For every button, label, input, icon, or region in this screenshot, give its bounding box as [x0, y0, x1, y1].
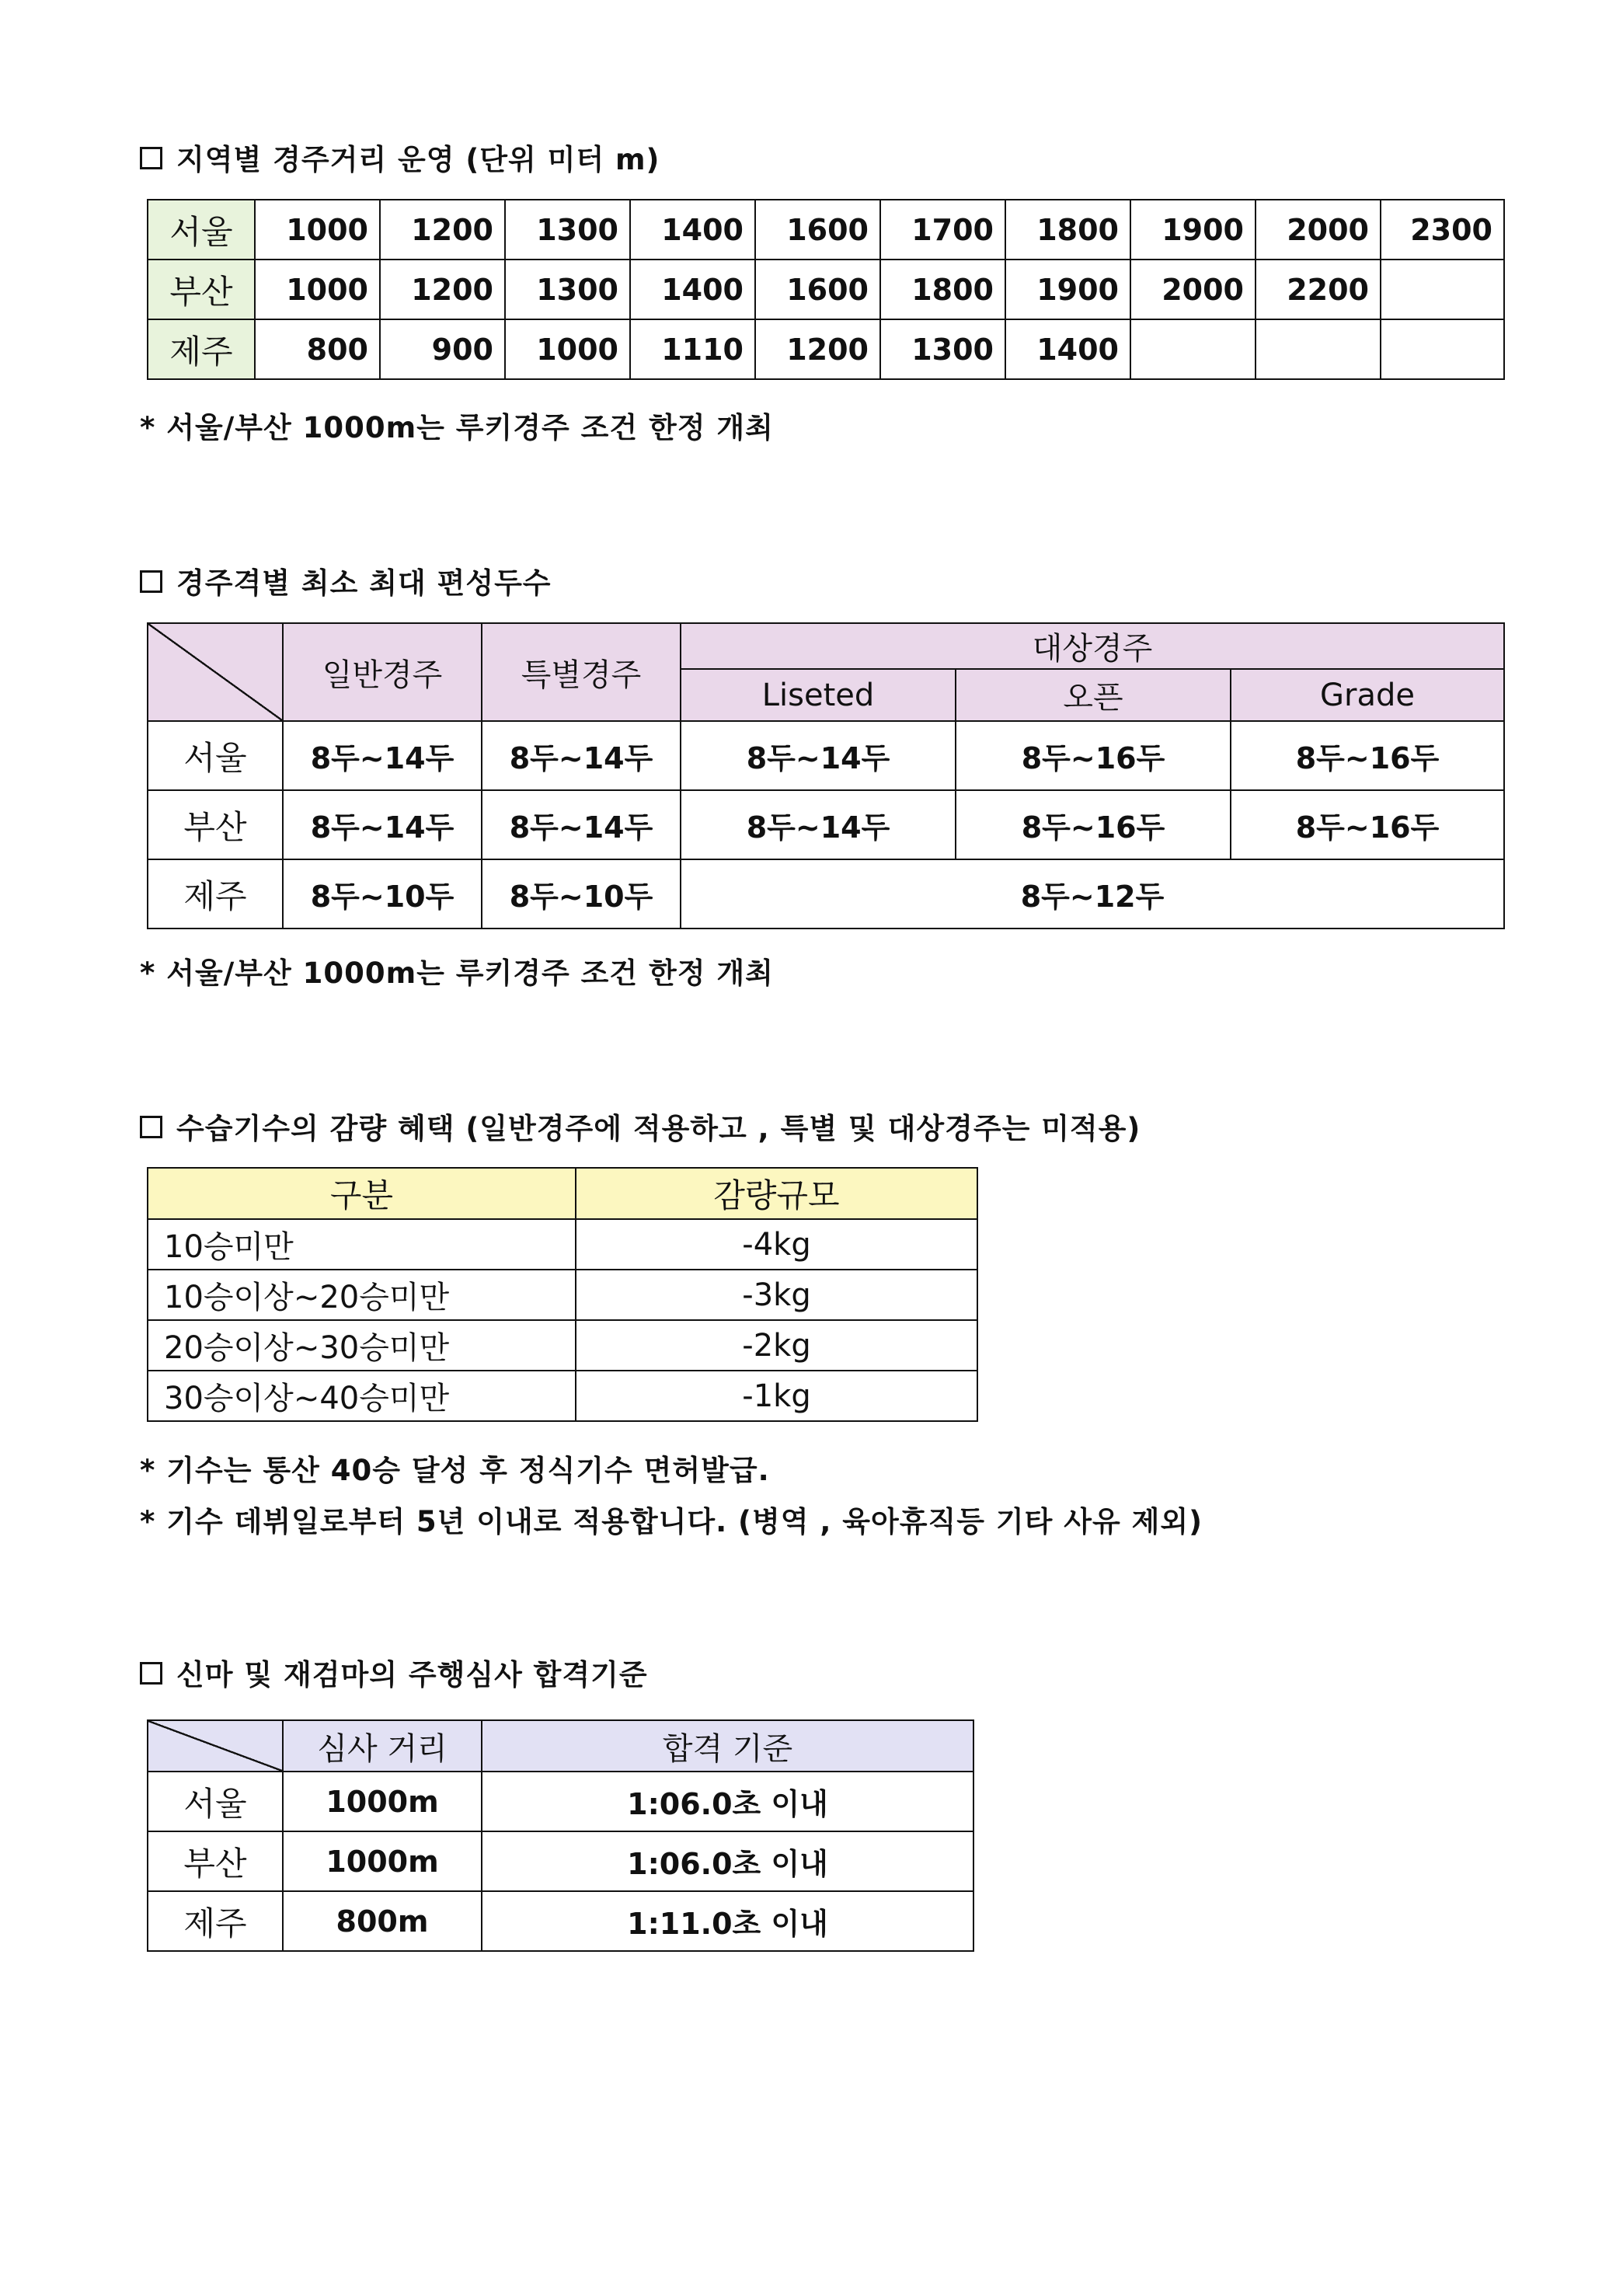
table-row	[148, 721, 1504, 790]
reduction-cell: -4kg	[576, 1219, 977, 1270]
region-cell: 제주	[148, 319, 255, 379]
distance-cell: 1600	[755, 200, 880, 260]
open-cell: 8두~16두	[956, 790, 1231, 859]
region-cell: 제주	[148, 859, 283, 929]
table-header-row	[148, 1168, 977, 1219]
general-cell: 8두~10두	[283, 859, 482, 929]
open-cell: 8두~16두	[956, 721, 1231, 790]
header-criteria: 합격 기준	[482, 1720, 973, 1772]
special-cell: 8두~14두	[482, 721, 681, 790]
header-listed: Liseted	[681, 669, 956, 721]
distance-cell: 800	[255, 319, 380, 379]
distance-cell: 1000m	[283, 1831, 482, 1891]
distance-cell: 1800	[1005, 200, 1130, 260]
criteria-cell: 1:06.0초 이내	[482, 1772, 973, 1831]
table-row	[148, 1219, 977, 1270]
distance-cell	[1256, 319, 1381, 379]
region-cell: 부산	[148, 790, 283, 859]
section-2-heading	[140, 559, 552, 601]
distance-cell: 1000	[505, 319, 630, 379]
table-row	[148, 200, 1504, 260]
special-cell: 8두~10두	[482, 859, 681, 929]
table-row	[148, 1831, 973, 1891]
distance-cell: 1900	[1130, 200, 1256, 260]
section-1-heading-text: 지역별 경주거리 운영 (단위 미터 m)	[176, 143, 660, 176]
section-2-note: * 서울/부산 1000m는 루키경주 조건 한정 개최	[140, 956, 774, 990]
distance-cell	[1381, 319, 1504, 379]
distance-cell: 2200	[1256, 260, 1381, 319]
checkbox-square-icon	[140, 1662, 162, 1685]
section-1-note: * 서울/부산 1000m는 루키경주 조건 한정 개최	[140, 411, 774, 444]
general-cell: 8두~14두	[283, 721, 482, 790]
distance-cell: 1000m	[283, 1772, 482, 1831]
category-cell: 20승이상~30승미만	[148, 1320, 576, 1371]
distance-cell: 1800	[880, 260, 1005, 319]
region-cell: 제주	[148, 1891, 283, 1951]
distance-cell: 2000	[1256, 200, 1381, 260]
distance-cell: 800m	[283, 1891, 482, 1951]
section-4-heading-text: 신마 및 재검마의 주행심사 합격기준	[176, 1658, 648, 1692]
field-size-table	[147, 622, 1505, 929]
weight-allowance-table	[147, 1167, 978, 1422]
table-row	[148, 790, 1504, 859]
distance-cell: 1400	[630, 260, 755, 319]
distance-cell: 1900	[1005, 260, 1130, 319]
general-cell: 8두~14두	[283, 790, 482, 859]
header-stakes-race: 대상경주	[681, 623, 1504, 669]
header-grade: Grade	[1231, 669, 1504, 721]
diagonal-corner-cell	[148, 1720, 283, 1772]
section-3-note-2: * 기수 데뷔일로부터 5년 이내로 적용합니다. (병역 , 육아휴직등 기타 사유 제외)	[140, 1505, 1203, 1538]
region-cell: 서울	[148, 721, 283, 790]
distance-cell: 900	[380, 319, 505, 379]
grade-cell: 8두~16두	[1231, 721, 1504, 790]
distance-cell: 1700	[880, 200, 1005, 260]
section-3-note-1: * 기수는 통산 40승 달성 후 정식기수 면허발급.	[140, 1454, 770, 1487]
region-cell: 서울	[148, 1772, 283, 1831]
distance-cell: 1200	[755, 319, 880, 379]
distance-cell: 2000	[1130, 260, 1256, 319]
distance-cell: 1300	[880, 319, 1005, 379]
distance-cell: 1300	[505, 260, 630, 319]
section-4-heading	[140, 1651, 648, 1693]
region-cell: 서울	[148, 200, 255, 260]
distance-cell: 1200	[380, 260, 505, 319]
checkbox-square-icon	[140, 570, 162, 593]
distance-cell	[1381, 260, 1504, 319]
checkbox-square-icon	[140, 1116, 162, 1138]
distance-cell: 1000	[255, 200, 380, 260]
table-row	[148, 859, 1504, 929]
header-distance: 심사 거리	[283, 1720, 482, 1772]
stakes-merged-cell: 8두~12두	[681, 859, 1504, 929]
table-row	[148, 1320, 977, 1371]
table-row	[148, 260, 1504, 319]
distance-cell: 1200	[380, 200, 505, 260]
section-3-heading-text: 수습기수의 감량 혜택 (일반경주에 적용하고 , 특별 및 대상경주는 미적용)	[176, 1112, 1141, 1145]
distance-cell	[1130, 319, 1256, 379]
section-3-heading	[140, 1105, 1141, 1147]
reduction-cell: -1kg	[576, 1371, 977, 1421]
header-category: 구분	[148, 1168, 576, 1219]
region-cell: 부산	[148, 260, 255, 319]
table-header-row	[148, 623, 1504, 669]
header-general-race: 일반경주	[283, 623, 482, 721]
table-row	[148, 319, 1504, 379]
diagonal-corner-cell	[148, 623, 283, 721]
table-row	[148, 1891, 973, 1951]
criteria-cell: 1:06.0초 이내	[482, 1831, 973, 1891]
distance-cell: 2300	[1381, 200, 1504, 260]
category-cell: 10승이상~20승미만	[148, 1270, 576, 1320]
reduction-cell: -2kg	[576, 1320, 977, 1371]
distance-cell: 1000	[255, 260, 380, 319]
category-cell: 30승이상~40승미만	[148, 1371, 576, 1421]
table-row	[148, 1270, 977, 1320]
region-cell: 부산	[148, 1831, 283, 1891]
header-special-race: 특별경주	[482, 623, 681, 721]
header-open: 오픈	[956, 669, 1231, 721]
section-1-heading	[140, 136, 660, 178]
criteria-cell: 1:11.0초 이내	[482, 1891, 973, 1951]
reduction-cell: -3kg	[576, 1270, 977, 1320]
distance-cell: 1600	[755, 260, 880, 319]
category-cell: 10승미만	[148, 1219, 576, 1270]
table-row	[148, 1371, 977, 1421]
table-row	[148, 1772, 973, 1831]
grade-cell: 8두~16두	[1231, 790, 1504, 859]
distance-table	[147, 199, 1505, 380]
distance-cell: 1400	[630, 200, 755, 260]
trial-criteria-table	[147, 1719, 974, 1952]
header-reduction: 감량규모	[576, 1168, 977, 1219]
section-2-heading-text: 경주격별 최소 최대 편성두수	[176, 566, 552, 600]
special-cell: 8두~14두	[482, 790, 681, 859]
distance-cell: 1110	[630, 319, 755, 379]
listed-cell: 8두~14두	[681, 790, 956, 859]
distance-cell: 1300	[505, 200, 630, 260]
listed-cell: 8두~14두	[681, 721, 956, 790]
distance-cell: 1400	[1005, 319, 1130, 379]
table-header-row	[148, 1720, 973, 1772]
checkbox-square-icon	[140, 147, 162, 169]
